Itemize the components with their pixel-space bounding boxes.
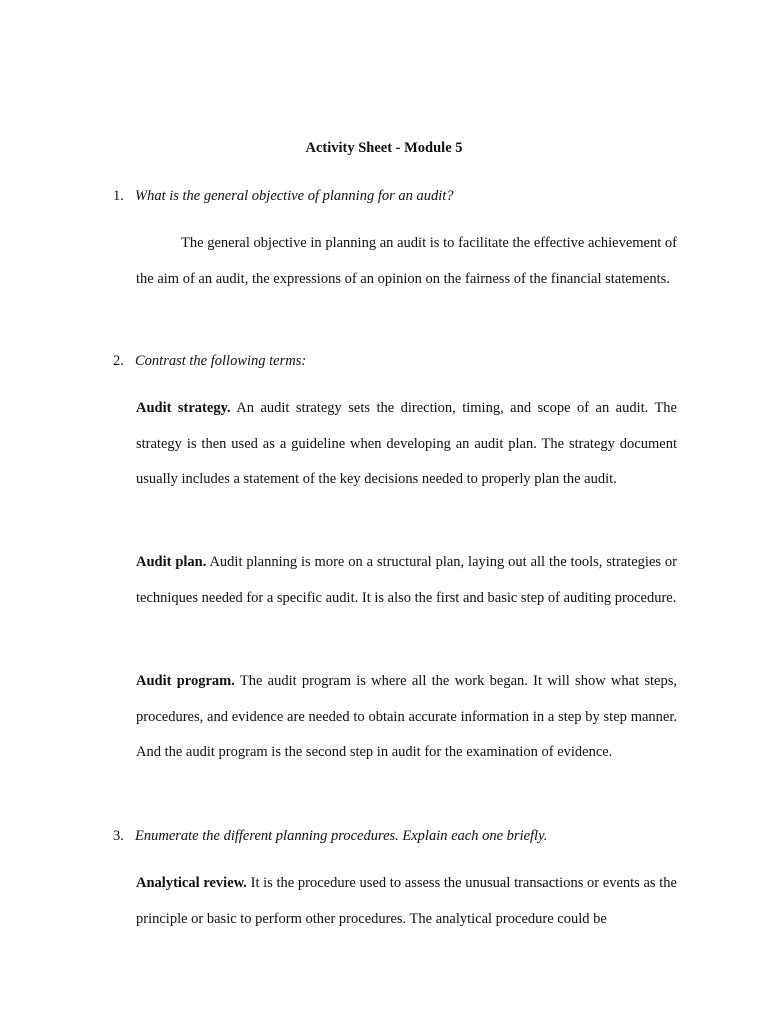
question-text: What is the general objective of planning for an audit? — [135, 188, 454, 204]
term-paragraph-audit-plan — [136, 545, 677, 616]
page-title: Activity Sheet - Module 5 — [305, 140, 463, 156]
question-2 — [113, 352, 693, 370]
question-text: Contrast the following terms: — [135, 353, 307, 369]
question-1 — [113, 187, 693, 205]
term-definition: Audit planning is more on a structural plan, laying out all the tools, strategies or techniques needed for a specific audit. It is also the first and basic step of auditing procedure. — [136, 554, 677, 606]
procedure-definition: It is the procedure used to assess the unusual transactions or events as the principle or basic to perform other procedures. The analytical procedure could be — [136, 875, 677, 927]
question-text: Enumerate the different planning procedures. Explain each one briefly. — [135, 828, 548, 844]
question-3 — [113, 827, 693, 845]
question-number: 1. — [113, 188, 124, 204]
question-number: 2. — [113, 353, 124, 369]
term-definition: An audit strategy sets the direction, timing, and scope of an audit. The strategy is then used as a guideline when developing an audit plan. The strategy document usually includes a statement of the key decisions needed to properly plan the audit. — [136, 400, 677, 487]
term-label: Audit strategy. — [136, 400, 231, 416]
procedure-label: Analytical review. — [136, 875, 247, 891]
term-label: Audit program. — [136, 673, 235, 689]
term-paragraph-audit-program — [136, 664, 677, 771]
term-definition: The audit program is where all the work began. It will show what steps, procedures, and evidence are needed to obtain accurate information in a step by step manner. And the audit program is the second step in audit for the examination of evidence. — [136, 673, 677, 760]
term-paragraph-audit-strategy — [136, 391, 677, 498]
term-label: Audit plan. — [136, 554, 207, 570]
question-number: 3. — [113, 828, 124, 844]
procedure-paragraph-analytical-review — [136, 866, 677, 937]
answer-1-paragraph: The general objective in planning an audit is to facilitate the effective achievement of the aim of an audit, the expressions of an opinion on the fairness of the financial statements. — [136, 235, 677, 287]
